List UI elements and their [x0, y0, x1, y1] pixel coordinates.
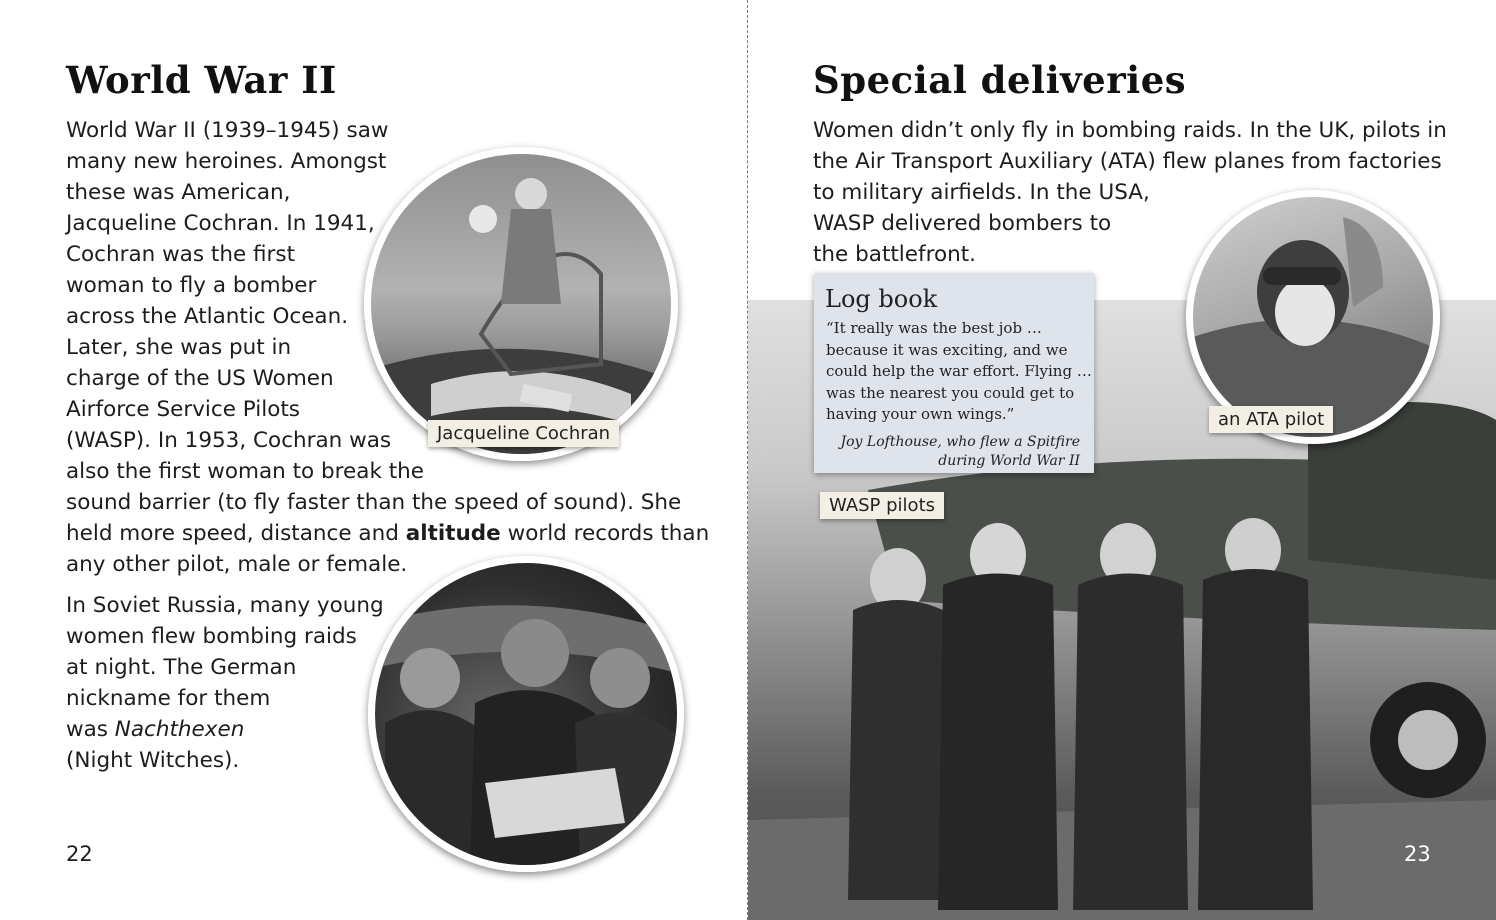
logbook-credit — [841, 433, 1080, 471]
text-line: the battlefront. — [813, 242, 976, 267]
credit-line: Joy Lofthouse, who flew a Spitfire — [840, 434, 1080, 450]
ata-photo-art — [1193, 197, 1433, 437]
quote-line: having your own wings.” — [826, 405, 1015, 423]
text-line: woman to fly a bomber — [66, 273, 317, 298]
text-line: the Air Transport Auxiliary (ATA) flew planes from factories — [813, 149, 1442, 174]
text-line: charge of the US Women — [66, 366, 334, 391]
text-line: many new heroines. Amongst — [66, 149, 387, 174]
italic-term: Nachthexen — [114, 717, 245, 742]
text-line: at night. The German — [66, 655, 297, 680]
text-line: Later, she was put in — [66, 335, 292, 360]
page-title: World War II — [66, 58, 337, 102]
text-run: held more speed, distance and — [66, 521, 406, 546]
paragraph-cochran — [66, 115, 709, 580]
text-line: (WASP). In 1953, Cochran was — [66, 428, 392, 453]
text-line: these was American, — [66, 180, 291, 205]
left-page — [0, 0, 747, 920]
text-line: also the first woman to break the — [66, 459, 425, 484]
text-line: Airforce Service Pilots — [66, 397, 301, 422]
quote-line: because it was exciting, and we — [826, 340, 1068, 359]
bold-term: altitude — [405, 521, 501, 546]
credit-line: during World War II — [938, 453, 1080, 469]
text-line: nickname for them — [66, 686, 271, 711]
quote-line: “It really was the best job … — [826, 319, 1042, 337]
text-line: Cochran was the first — [66, 242, 296, 267]
caption-ata: an ATA pilot — [1209, 406, 1333, 433]
text-run: was — [66, 717, 115, 742]
book-spine — [747, 0, 748, 920]
paragraph-night-witches — [66, 590, 384, 776]
caption-wasp: WASP pilots — [820, 492, 944, 519]
text-line: across the Atlantic Ocean. — [66, 304, 349, 329]
page-number: 22 — [66, 842, 93, 866]
text-line: In Soviet Russia, many young — [66, 593, 384, 618]
page-number: 23 — [1404, 842, 1431, 866]
text-line: WASP delivered bombers to — [813, 211, 1112, 236]
text-line: (Night Witches). — [66, 748, 240, 773]
page-title: Special deliveries — [813, 58, 1187, 102]
witches-photo-art — [375, 563, 677, 865]
text-line: World War II (1939–1945) saw — [66, 118, 389, 143]
text-line: to military airfields. In the USA, — [813, 180, 1150, 205]
text-line: Women didn’t only fly in bombing raids. In the UK, pilots in — [813, 118, 1447, 143]
caption-cochran: Jacqueline Cochran — [428, 420, 619, 447]
text-line — [66, 714, 384, 745]
photo-night-witches — [368, 556, 684, 872]
logbook-title: Log book — [825, 285, 938, 313]
text-run: world records than — [500, 521, 710, 546]
text-line: Jacqueline Cochran. In 1941, — [66, 211, 375, 236]
text-line — [66, 518, 709, 549]
quote-line: was the nearest you could get to — [826, 383, 1075, 402]
logbook-note — [814, 273, 1094, 473]
text-line: women flew bombing raids — [66, 624, 357, 649]
logbook-quote — [826, 318, 1092, 426]
quote-line: could help the war effort. Flying … — [826, 362, 1092, 380]
text-line: any other pilot, male or female. — [66, 552, 408, 577]
text-line: sound barrier (to fly faster than the speed of sound). She — [66, 490, 682, 515]
